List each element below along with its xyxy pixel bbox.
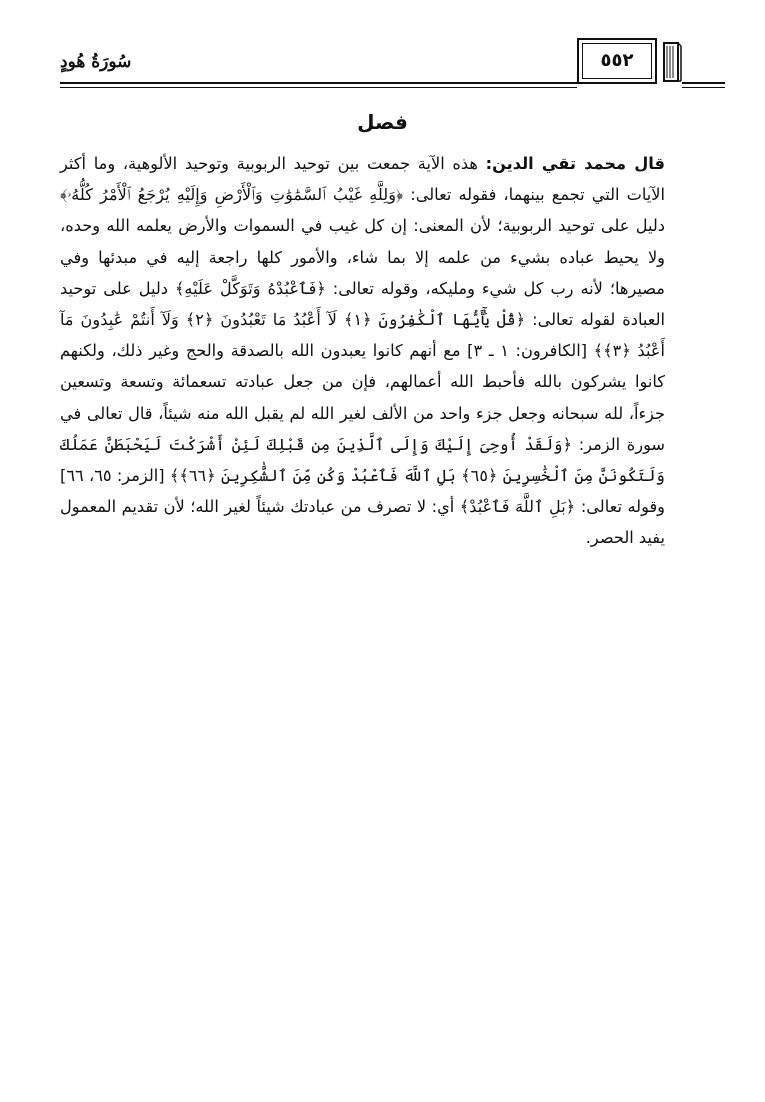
- text-segment-3: دليل على توحيد العبادة لقوله تعالى:: [60, 278, 666, 330]
- surah-name: سُورَةُ هُودٍ: [60, 52, 132, 72]
- text-segment-4: [الكافرون: ١ ـ ٣] مع أنهم كانوا يعبدون الله بالصدقة والحج وغير ذلك، ولكنهم كانوا يشركون بالله فأحبط الله أعمالهم، فإن من جعل عبادته تسعمائة وتسعة وتسعين جزءاً، لله سبحانه وجعل جزء واحد من الألف لغير الله لم يقبل الله منه شيئاً، قال تعالى في سورة الزمر:: [60, 341, 665, 454]
- speaker-label: قال محمد تقي الدين:: [485, 154, 665, 173]
- text-segment-5: [الزمر: ٦٥، ٦٦] وقوله تعالى:: [60, 466, 665, 517]
- body-text: [60, 148, 665, 554]
- text-segment-2: دليل على توحيد الربوبية؛ لأن المعنى: إن كل غيب في السموات والأرض يعلمه الله وحده، ولا يحيط عباده بشيء من علمه إلا بما شاء، والأمور كلها راجعة إليه في مبدئها وفي مصيرها؛ لأنه رب كل شيء ومليكه، وقوله تعالى:: [60, 216, 665, 298]
- header-rule-right-thin: [682, 87, 725, 88]
- body-paragraph: [60, 148, 665, 554]
- quran-quote-1: ﴿وَلِلَّهِ غَيْبُ ٱلسَّمَٰوَٰتِ وَٱلْأَرْضِ وَإِلَيْهِ يُرْجَعُ ٱلْأَمْرُ كُلُّهُۥ﴾: [60, 185, 404, 205]
- header-rule-thin: [60, 87, 577, 88]
- page-number: ٥٥٢: [600, 50, 634, 71]
- header-rule: [60, 82, 577, 84]
- page-header: [60, 38, 725, 98]
- quran-quote-2: ﴿فَٱعْبُدْهُ وَتَوَكَّلْ عَلَيْهِ﴾: [174, 278, 326, 298]
- section-heading: فصل: [357, 110, 408, 134]
- text-segment-6: أي: لا تصرف من عبادتك شيئاً لغير الله؛ لأن تقديم المعمول يفيد الحصر.: [60, 497, 665, 548]
- quran-quote-3: ﴿قُلْ يَٰٓأَيُّهَا ٱلْكَٰفِرُونَ ﴿١﴾ لَآ أَعْبُدُ مَا تَعْبُدُونَ ﴿٢﴾ وَلَآ أَنتُمْ عَٰبِدُونَ مَآ أَعْبُدُ ﴿٣﴾﴾: [60, 310, 666, 361]
- text-segment-1: هذه الآية جمعت بين توحيد الربوبية وتوحيد الألوهية، وما أكثر الآيات التي تجمع بينهما، فقوله تعالى:: [60, 154, 665, 205]
- quran-quote-4: ﴿وَلَقَدْ أُوحِىَ إِلَيْكَ وَإِلَى ٱلَّذِينَ مِن قَبْلِكَ لَئِنْ أَشْرَكْتَ لَيَحْبَطَنَّ عَمَلُكَ وَلَتَكُونَنَّ مِنَ ٱلْخَٰسِرِينَ ﴿٦٥﴾ بَلِ ٱللَّهَ فَٱعْبُدْ وَكُن مِّنَ ٱلشَّٰكِرِينَ ﴿٦٦﴾﴾: [60, 434, 666, 486]
- open-book-icon: [662, 40, 682, 84]
- page-number-box: [577, 38, 657, 84]
- header-rule-right: [682, 82, 725, 84]
- quran-quote-5: ﴿بَلِ ٱللَّهَ فَٱعْبُدْ﴾: [459, 497, 576, 517]
